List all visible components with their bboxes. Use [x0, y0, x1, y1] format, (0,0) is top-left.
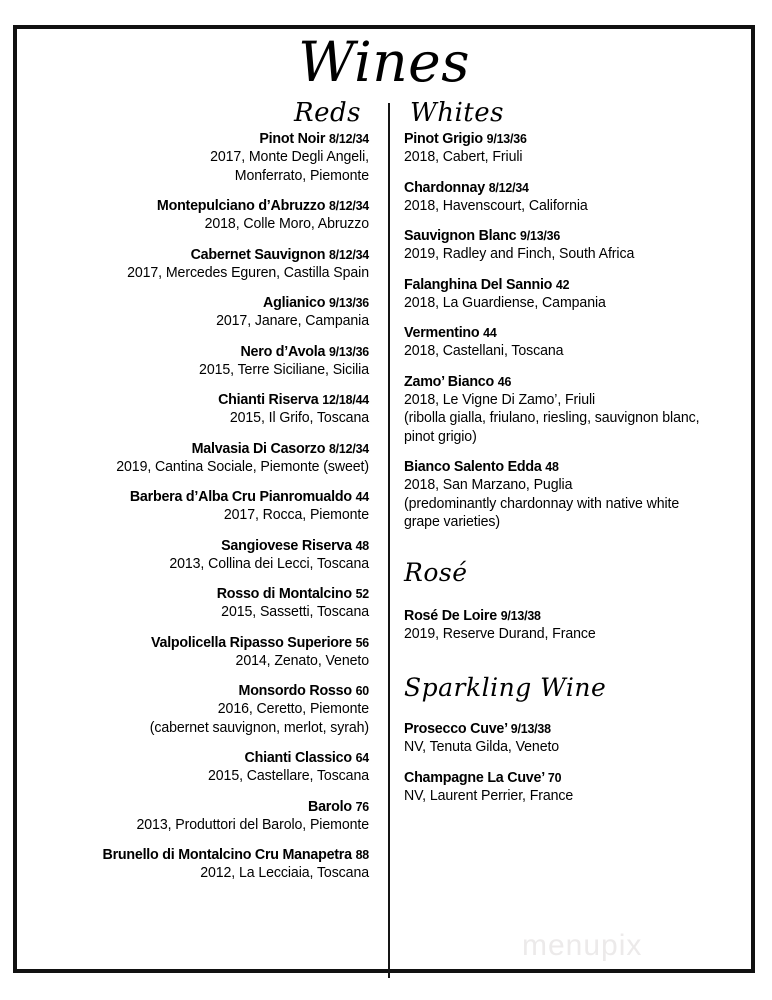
wine-description: 2018, Havenscourt, California — [404, 197, 588, 214]
wine-item — [35, 196, 369, 234]
wine-item — [404, 719, 737, 757]
wine-name — [55, 748, 369, 767]
page-title: Wines — [298, 30, 470, 94]
wine-price: 8/12/34 — [328, 198, 369, 213]
wine-name — [55, 584, 369, 603]
wine-price: 8/12/34 — [488, 179, 529, 195]
reds-column — [17, 97, 384, 969]
wine-name-text: Cabernet Sauvignon — [190, 245, 326, 263]
wine-name — [404, 372, 717, 391]
wine-description: NV, Tenuta Gilda, Veneto — [404, 739, 560, 755]
wine-price: 64 — [355, 750, 369, 765]
wine-item — [35, 245, 369, 283]
wine-name-text: Chianti Classico — [244, 749, 352, 766]
reds-list — [35, 129, 369, 883]
wine-price: 60 — [355, 683, 369, 698]
wine-price: 9/13/36 — [520, 228, 561, 243]
wine-name — [55, 487, 369, 506]
section-heading-whites: Whites — [410, 98, 504, 128]
wine-name-text: Vermentino — [404, 324, 480, 341]
wine-description: 2015, Sassetti, Toscana — [221, 604, 369, 620]
wine-description: 2017, Mercedes Eguren, Castilla Spain — [127, 264, 369, 281]
wine-description: NV, Laurent Perrier, France — [404, 787, 574, 804]
wine-item — [35, 129, 369, 185]
wine-item — [35, 845, 369, 883]
wine-price: 9/13/38 — [500, 607, 541, 623]
wine-item — [404, 129, 737, 167]
wine-name-text: Pinot Noir — [259, 130, 326, 147]
title-block — [17, 29, 751, 93]
wine-name-text: Barolo — [308, 797, 352, 815]
menu-page — [13, 25, 755, 973]
wine-description: 2018, Le Vigne Di Zamo’, Friuli (ribolla gialla, friulano, riesling, sauvignon blanc, pinot grigio) — [404, 391, 700, 445]
wine-item — [35, 293, 369, 331]
wine-name — [404, 129, 717, 148]
wine-price: 8/12/34 — [328, 246, 369, 262]
wine-price: 9/13/38 — [510, 721, 551, 736]
wine-price: 9/13/36 — [328, 343, 369, 359]
wine-name — [55, 245, 369, 264]
wine-name-text: Chianti Riserva — [218, 391, 319, 408]
wine-name-text: Monsordo Rosso — [238, 682, 352, 699]
wine-description: 2018, Cabert, Friuli — [404, 149, 523, 165]
wine-name — [404, 719, 717, 738]
section-heading-rose: Rosé — [404, 557, 468, 587]
wine-name-text: Montepulciano d’Abruzzo — [156, 197, 326, 214]
whites-column — [384, 97, 751, 969]
rose-list — [404, 606, 737, 644]
section-heading-reds: Reds — [294, 98, 361, 128]
wine-item — [35, 342, 369, 380]
wine-price: 70 — [547, 769, 562, 785]
wine-item — [35, 390, 369, 428]
wine-name — [404, 275, 717, 294]
wine-name-text: Pinot Grigio — [404, 130, 483, 147]
wine-price: 44 — [355, 489, 369, 504]
wine-price: 46 — [497, 373, 512, 389]
wine-name-text: Falanghina Del Sannio — [404, 275, 553, 293]
wine-price: 12/18/44 — [322, 392, 369, 407]
wine-name — [55, 845, 369, 864]
wine-item — [35, 439, 369, 477]
wine-price: 76 — [355, 798, 369, 814]
wine-description: 2013, Collina dei Lecci, Toscana — [169, 555, 369, 572]
wine-description: 2012, La Lecciaia, Toscana — [200, 865, 369, 881]
wine-name — [55, 439, 369, 458]
wine-name-text: Nero d’Avola — [240, 342, 326, 360]
wine-price: 56 — [355, 634, 369, 650]
wine-item — [404, 457, 737, 532]
wine-name — [404, 457, 717, 476]
wine-name — [404, 323, 717, 342]
wine-description: 2015, Castellare, Toscana — [207, 768, 369, 784]
wine-name — [55, 196, 369, 215]
wine-name — [55, 797, 369, 816]
wine-price: 9/13/36 — [328, 295, 369, 310]
wine-description: 2018, San Marzano, Puglia (predominantly chardonnay with native white grape varieties) — [404, 477, 680, 530]
wine-price: 8/12/34 — [328, 440, 369, 456]
wine-name-text: Rosso di Montalcino — [216, 585, 352, 602]
column-divider — [388, 103, 390, 978]
wine-item — [404, 372, 737, 447]
wine-price: 42 — [555, 276, 570, 292]
wine-price: 88 — [355, 847, 369, 862]
wine-item — [35, 681, 369, 737]
wine-price: 48 — [355, 537, 369, 553]
wine-name-text: Barbera d’Alba Cru Pianromualdo — [129, 488, 352, 505]
wine-name-text: Champagne La Cuve’ — [404, 768, 545, 786]
wine-description: 2014, Zenato, Veneto — [235, 652, 369, 669]
wine-name-text: Chardonnay — [404, 178, 485, 196]
wine-name-text: Bianco Salento Edda — [404, 458, 542, 475]
wine-item — [404, 606, 737, 644]
wine-name-text: Malvasia Di Casorzo — [191, 439, 326, 457]
wine-description: 2017, Rocca, Piemonte — [223, 507, 369, 523]
wine-name — [55, 681, 369, 700]
wine-name — [404, 226, 717, 245]
wine-description: 2019, Radley and Finch, South Africa — [404, 246, 635, 262]
wine-description: 2019, Cantina Sociale, Piemonte (sweet) — [116, 458, 369, 475]
wine-name — [55, 129, 369, 148]
wine-name — [404, 768, 717, 787]
wine-item — [35, 536, 369, 574]
menu-columns — [17, 97, 751, 969]
wine-description: 2015, Il Grifo, Toscana — [229, 410, 369, 426]
wine-price: 52 — [355, 586, 369, 601]
wine-name — [55, 342, 369, 361]
section-heading-sparkling: Sparkling Wine — [404, 673, 607, 702]
wine-name-text: Zamo’ Bianco — [404, 372, 495, 390]
whites-list — [404, 129, 737, 532]
wine-name-text: Sangiovese Riserva — [221, 536, 352, 554]
wine-item — [404, 323, 737, 361]
wine-name-text: Valpolicella Ripasso Superiore — [150, 633, 352, 651]
wine-name-text: Prosecco Cuve’ — [404, 720, 508, 737]
site-watermark: menupix — [522, 929, 643, 962]
wine-name-text: Rosé De Loire — [404, 606, 497, 624]
wine-name-text: Aglianico — [263, 294, 326, 311]
wine-item — [404, 178, 737, 216]
menu-content — [17, 29, 751, 969]
wine-item — [404, 275, 737, 313]
wine-price: 8/12/34 — [328, 131, 369, 146]
wine-description: 2015, Terre Siciliane, Sicilia — [199, 361, 369, 378]
wine-item — [35, 487, 369, 525]
wine-description: 2017, Janare, Campania — [216, 313, 369, 329]
wine-item — [404, 226, 737, 264]
wine-description: 2017, Monte Degli Angeli, Monferrato, Piemonte — [210, 149, 369, 184]
wine-name — [55, 293, 369, 312]
wine-price: 48 — [545, 459, 559, 474]
wine-description: 2016, Ceretto, Piemonte (cabernet sauvignon, merlot, syrah) — [149, 701, 369, 736]
wine-name — [55, 390, 369, 409]
wine-description: 2013, Produttori del Barolo, Piemonte — [136, 816, 369, 833]
wine-description: 2019, Reserve Durand, France — [404, 625, 596, 642]
sparkling-list — [404, 719, 737, 805]
wine-name — [55, 536, 369, 555]
wine-item — [35, 797, 369, 835]
wine-description: 2018, Castellani, Toscana — [404, 343, 564, 359]
wine-price: 44 — [483, 325, 497, 340]
wine-name — [55, 633, 369, 652]
wine-name-text: Brunello di Montalcino Cru Manapetra — [102, 846, 352, 863]
wine-item — [35, 748, 369, 786]
wine-description: 2018, La Guardiense, Campania — [404, 294, 606, 311]
wine-description: 2018, Colle Moro, Abruzzo — [204, 216, 369, 232]
wine-name — [404, 178, 717, 197]
wine-item — [404, 768, 737, 806]
wine-price: 9/13/36 — [486, 131, 527, 146]
wine-name — [404, 606, 717, 625]
wine-item — [35, 633, 369, 671]
wine-name-text: Sauvignon Blanc — [404, 227, 517, 244]
wine-item — [35, 584, 369, 622]
